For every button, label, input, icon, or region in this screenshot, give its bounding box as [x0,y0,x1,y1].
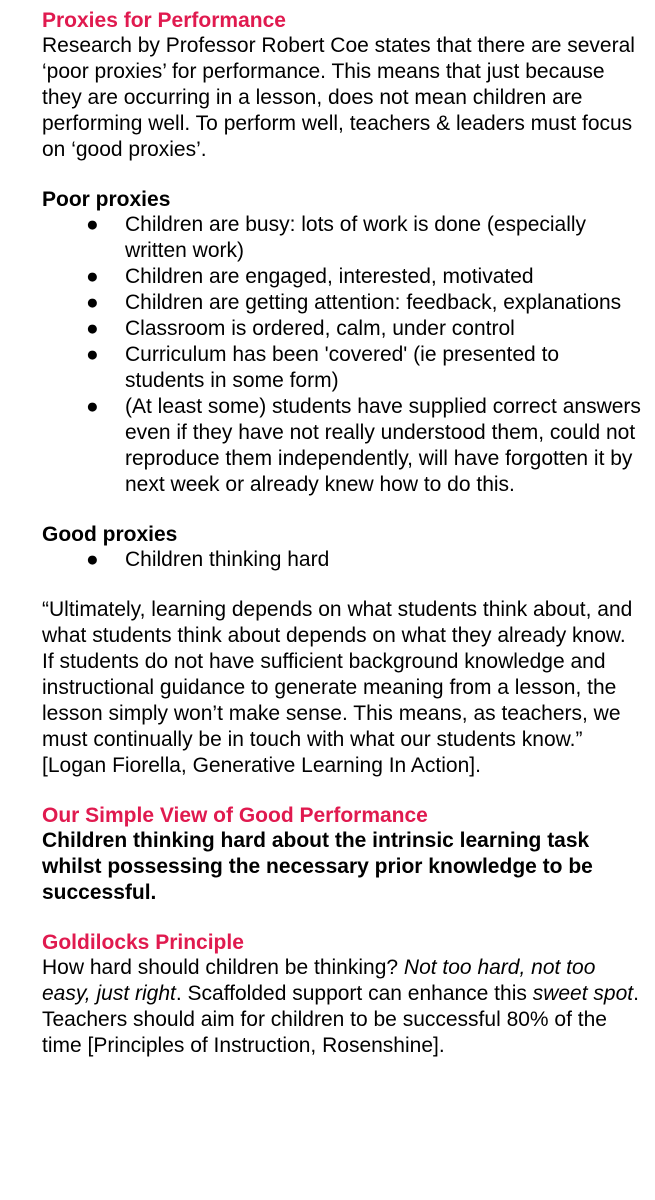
simple-view-title: Our Simple View of Good Performance [42,804,428,827]
bullet-icon: ● [86,343,99,366]
spacer [42,779,641,803]
intro-paragraph: Research by Professor Robert Coe states that there are several ‘poor proxies’ for performance. This means that just because they are occurring in a lesson, does not mean children are performing well. To perform well, teachers & leaders must focus on ‘good proxies’. [42,34,635,161]
spacer [42,163,641,187]
list-item: ● Children thinking hard [86,548,330,571]
spacer [42,906,641,930]
bullet-icon: ● [86,548,99,571]
bullet-icon: ● [86,291,99,314]
section-title-proxies: Proxies for Performance [42,9,286,32]
good-proxies-list [42,547,641,573]
goldilocks-title: Goldilocks Principle [42,931,244,954]
bullet-icon: ● [86,265,99,288]
bullet-icon: ● [86,213,99,236]
goldilocks-paragraph: How hard should children be thinking? Not too hard, not too easy, just right. Scaffolded support can enhance this sweet spot. Teachers should aim for children to be successful 80% of the time [Principles of Instruction, Rosenshine]. [42,956,639,1057]
poor-proxies-title: Poor proxies [42,188,171,211]
quote-paragraph: “Ultimately, learning depends on what students think about, and what students think about depends on what they already know. If students do not have sufficient background knowledge and instructional guidance to generate meaning from a lesson, the lesson simply won’t make sense. This means, as teachers, we must continually be in touch with what our students know.” [Logan Fiorella, Generative Learning In Action]. [42,598,633,777]
list-item: ● Curriculum has been 'covered' (ie presented to students in some form) [86,343,560,392]
list-item: ● Children are busy: lots of work is done (especially written work) [86,213,587,262]
bullet-icon: ● [86,317,99,340]
good-proxies-title: Good proxies [42,523,178,546]
spacer [42,498,641,522]
bullet-icon: ● [86,395,99,418]
poor-proxies-list [42,212,641,498]
list-item: ● Classroom is ordered, calm, under control [86,317,515,340]
list-item: ● Children are getting attention: feedback, explanations [86,291,622,314]
simple-view-body: Children thinking hard about the intrinsic learning task whilst possessing the necessary prior knowledge to be successful. [42,829,593,904]
spacer [42,573,641,597]
list-item: ● Children are engaged, interested, motivated [86,265,534,288]
list-item: ● (At least some) students have supplied correct answers even if they have not really understood them, could not reproduce them independently, will have forgotten it by next week or already knew how to do this. [86,395,641,496]
